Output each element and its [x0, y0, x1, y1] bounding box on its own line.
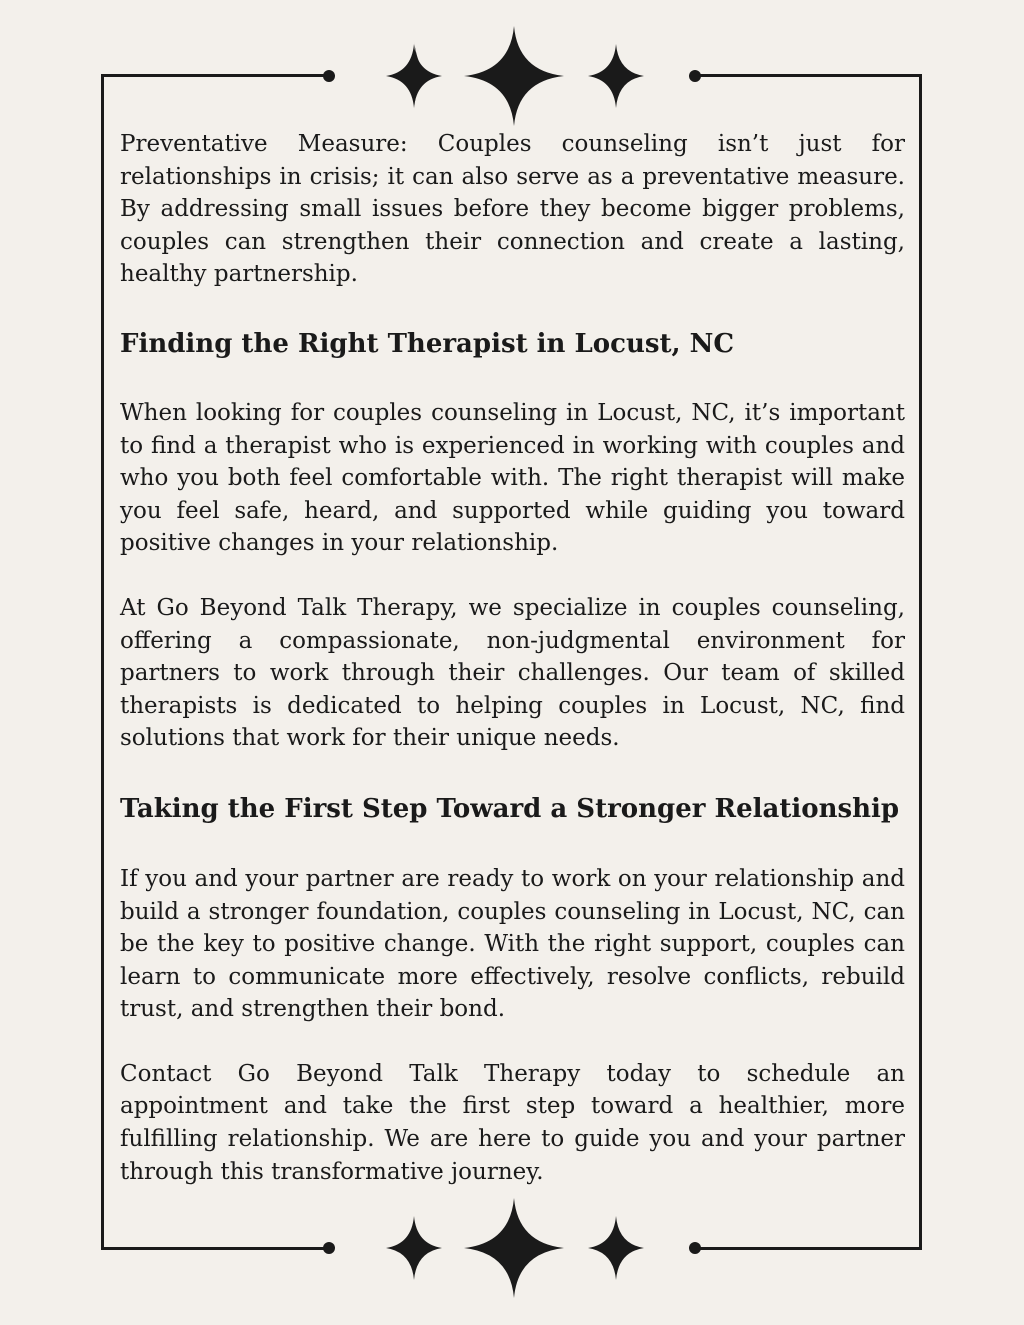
frame-bottom-right-line — [697, 1247, 922, 1250]
frame-top-right-dot — [689, 70, 701, 82]
top-sparkle-stars-icon — [372, 26, 652, 126]
section-heading-finding-therapist: Finding the Right Therapist in Locust, NC — [120, 328, 735, 359]
small-star-left-icon — [386, 1216, 442, 1280]
frame-top-right-line — [697, 74, 922, 77]
document-body — [120, 128, 905, 1188]
frame-left-line — [101, 74, 104, 1250]
small-star-right-icon — [588, 1216, 644, 1280]
intro-paragraph: Preventative Measure: Couples counseling isn’t just for relationships in crisis; it can also serve as a preventative measure. By addressing small issues before they become bigger problems, couples can strengthen their connection and create a lasting, healthy partnership. — [120, 131, 905, 288]
large-star-center-icon — [464, 1198, 564, 1298]
frame-bottom-left-line — [101, 1247, 329, 1250]
paragraph-finding-therapist: When looking for couples counseling in Locust, NC, it’s important to find a therapist who is experienced in working with couples and who you both feel comfortable with. The right therapist will make you feel safe, heard, and supported while guiding you toward positive changes in your relationship. — [120, 399, 905, 557]
paragraph-contact: Contact Go Beyond Talk Therapy today to schedule an appointment and take the first step toward a healthier, more fulfilling relationship. We are here to guide you and your partner through this transformative journey. — [120, 1060, 905, 1185]
paragraph-go-beyond: At Go Beyond Talk Therapy, we specialize in couples counseling, offering a compassionate, non-judgmental environment for partners to work through their challenges. Our team of skilled therapists is dedicated to helping couples in Locust, NC, find solutions that work for their unique needs. — [120, 594, 905, 752]
small-star-left-icon — [386, 44, 442, 108]
bottom-sparkle-stars-icon — [372, 1198, 652, 1298]
frame-bottom-left-dot — [323, 1242, 335, 1254]
frame-bottom-right-dot — [689, 1242, 701, 1254]
paragraph-ready: If you and your partner are ready to work on your relationship and build a stronger foundation, couples counseling in Locust, NC, can be the key to positive change. With the right support, couples can learn to communicate more effectively, resolve conflicts, rebuild trust, and strengthen their bond. — [120, 865, 905, 1023]
frame-top-left-line — [101, 74, 329, 77]
section-heading-first-step: Taking the First Step Toward a Stronger Relationship — [120, 793, 900, 824]
frame-right-line — [919, 74, 922, 1250]
large-star-center-icon — [464, 26, 564, 126]
frame-top-left-dot — [323, 70, 335, 82]
small-star-right-icon — [588, 44, 644, 108]
